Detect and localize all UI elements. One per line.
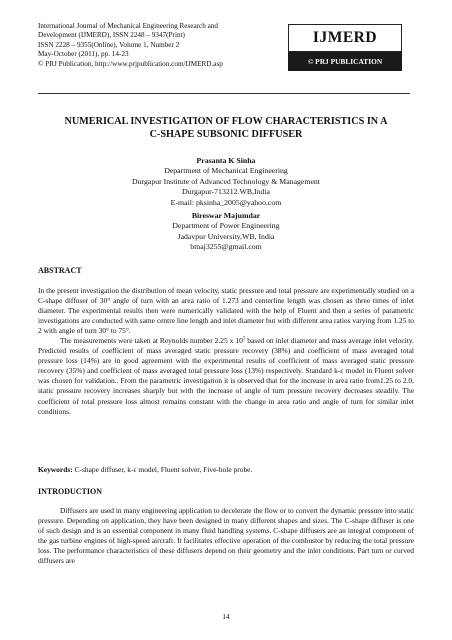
author-name: Prasanta K Sinha (196, 156, 256, 165)
journal-line: May-October (2011), pp. 14-23 (38, 50, 129, 59)
keywords (38, 465, 414, 474)
abstract-text: The measurements were taken at Reynolds number 2.25 x 10 (60, 336, 243, 346)
journal-line: International Journal of Mechanical Engineering Research and (38, 22, 219, 30)
author-name: Bireswar Majumdar (191, 211, 261, 220)
title-line: C-SHAPE SUBSONIC DIFFUSER (149, 128, 303, 140)
abstract-text: based on inlet diameter and mass average inlet velocity. Predicted results of coefficient of mass averaged static pressure recovery (38%) and coefficient of mass averaged total pressure loss (14%) are in good agreement with the experimental results of coefficient of mass averaged static pressure recovery (35%) and coefficient of mass averaged total pressure loss (13%) respectively. Standard k-ε model in Fluent solver was chosen for validation.. From the parametric investigation it is observed that for the increase in area ratio from1.25 to 2.0, static pressure recovery increases sharply but with the increase of angle of turn pressure recovery decreases steadily. The coefficient of total pressure loss almost remains constant with the change in area ratio and angle of turn for similar inlet conditions. (38, 336, 414, 416)
abstract-body (38, 286, 414, 417)
title-line: NUMERICAL INVESTIGATION OF FLOW CHARACTERISTICS IN A (64, 116, 388, 127)
author-email: E-mail: pksinha_2005@yahoo.com (170, 197, 282, 207)
paper-title (38, 116, 414, 141)
introduction-heading: INTRODUCTION (38, 487, 103, 496)
introduction-paragraph: Diffusers are used in many engineering application to decelerate the flow or to convert the dynamic pressure into static pressure. Depending on application, they have been designed in many different shapes and sizes. The C-shape diffuser is one of such design and is an essential component in many fluid handling systems. C-shape diffusers are an integral component of the gas turbine engines of high-speed aircraft. It facilitates effective operation of the combustor by reducing the total pressure loss. The performance characteristics of these diffusers depend on their geometry and the inlet conditions. Part turn or curved diffusers are (38, 506, 414, 566)
author-affiliation: Durgapur Institute of Advanced Technology & Management (132, 176, 320, 186)
author-email: bmaj3255@gmail.com (190, 242, 262, 252)
abstract-paragraph: In the present investigation the distribution of mean velocity, static pressure and total pressure are experimentally studied on a C-shape diffuser of 30° angle of turn with an area ratio of 1.273 and centerline length was chosen as three times of inlet diameter. The experimental results then were numerically validated with the help of Fluent and then a series of parametric investigations are conducted with same centre line length and inlet diameter but with different area ratios varying from 1.25 to 2 with angle of turn 30° to 75°. (38, 286, 414, 336)
abstract-heading: ABSTRACT (38, 266, 82, 275)
header-divider (38, 93, 410, 94)
exponent: 5 (242, 336, 246, 342)
journal-logo: IJMERD (288, 24, 402, 52)
introduction-body (38, 506, 414, 566)
page-number: 14 (222, 612, 230, 621)
keywords-label: Keywords: (38, 465, 73, 474)
journal-header (38, 22, 278, 69)
journal-line: Development (IJMERD), ISSN 2248 – 9347(Print) (38, 31, 185, 40)
journal-line: ISSN 2228 – 9355(Online), Volume 1, Number 2 (38, 40, 180, 49)
author-address: Jadavpur University,WB, India (177, 231, 275, 241)
author-block-2 (38, 211, 414, 253)
keywords-text: C-shape diffuser, k-ε model, Fluent solver, Five-hole probe. (72, 465, 253, 474)
author-affiliation: Department of Mechanical Engineering (164, 166, 288, 176)
journal-line: © PRJ Publication, http://www.prjpublication.com/IJMERD.asp (38, 59, 223, 68)
abstract-paragraph (38, 336, 414, 416)
publisher-badge: © PRJ PUBLICATION (288, 52, 402, 71)
author-affiliation: Department of Power Engineering (172, 221, 280, 231)
author-address: Durgapur-713212.WB,India (181, 187, 271, 197)
author-block-1 (38, 156, 414, 208)
